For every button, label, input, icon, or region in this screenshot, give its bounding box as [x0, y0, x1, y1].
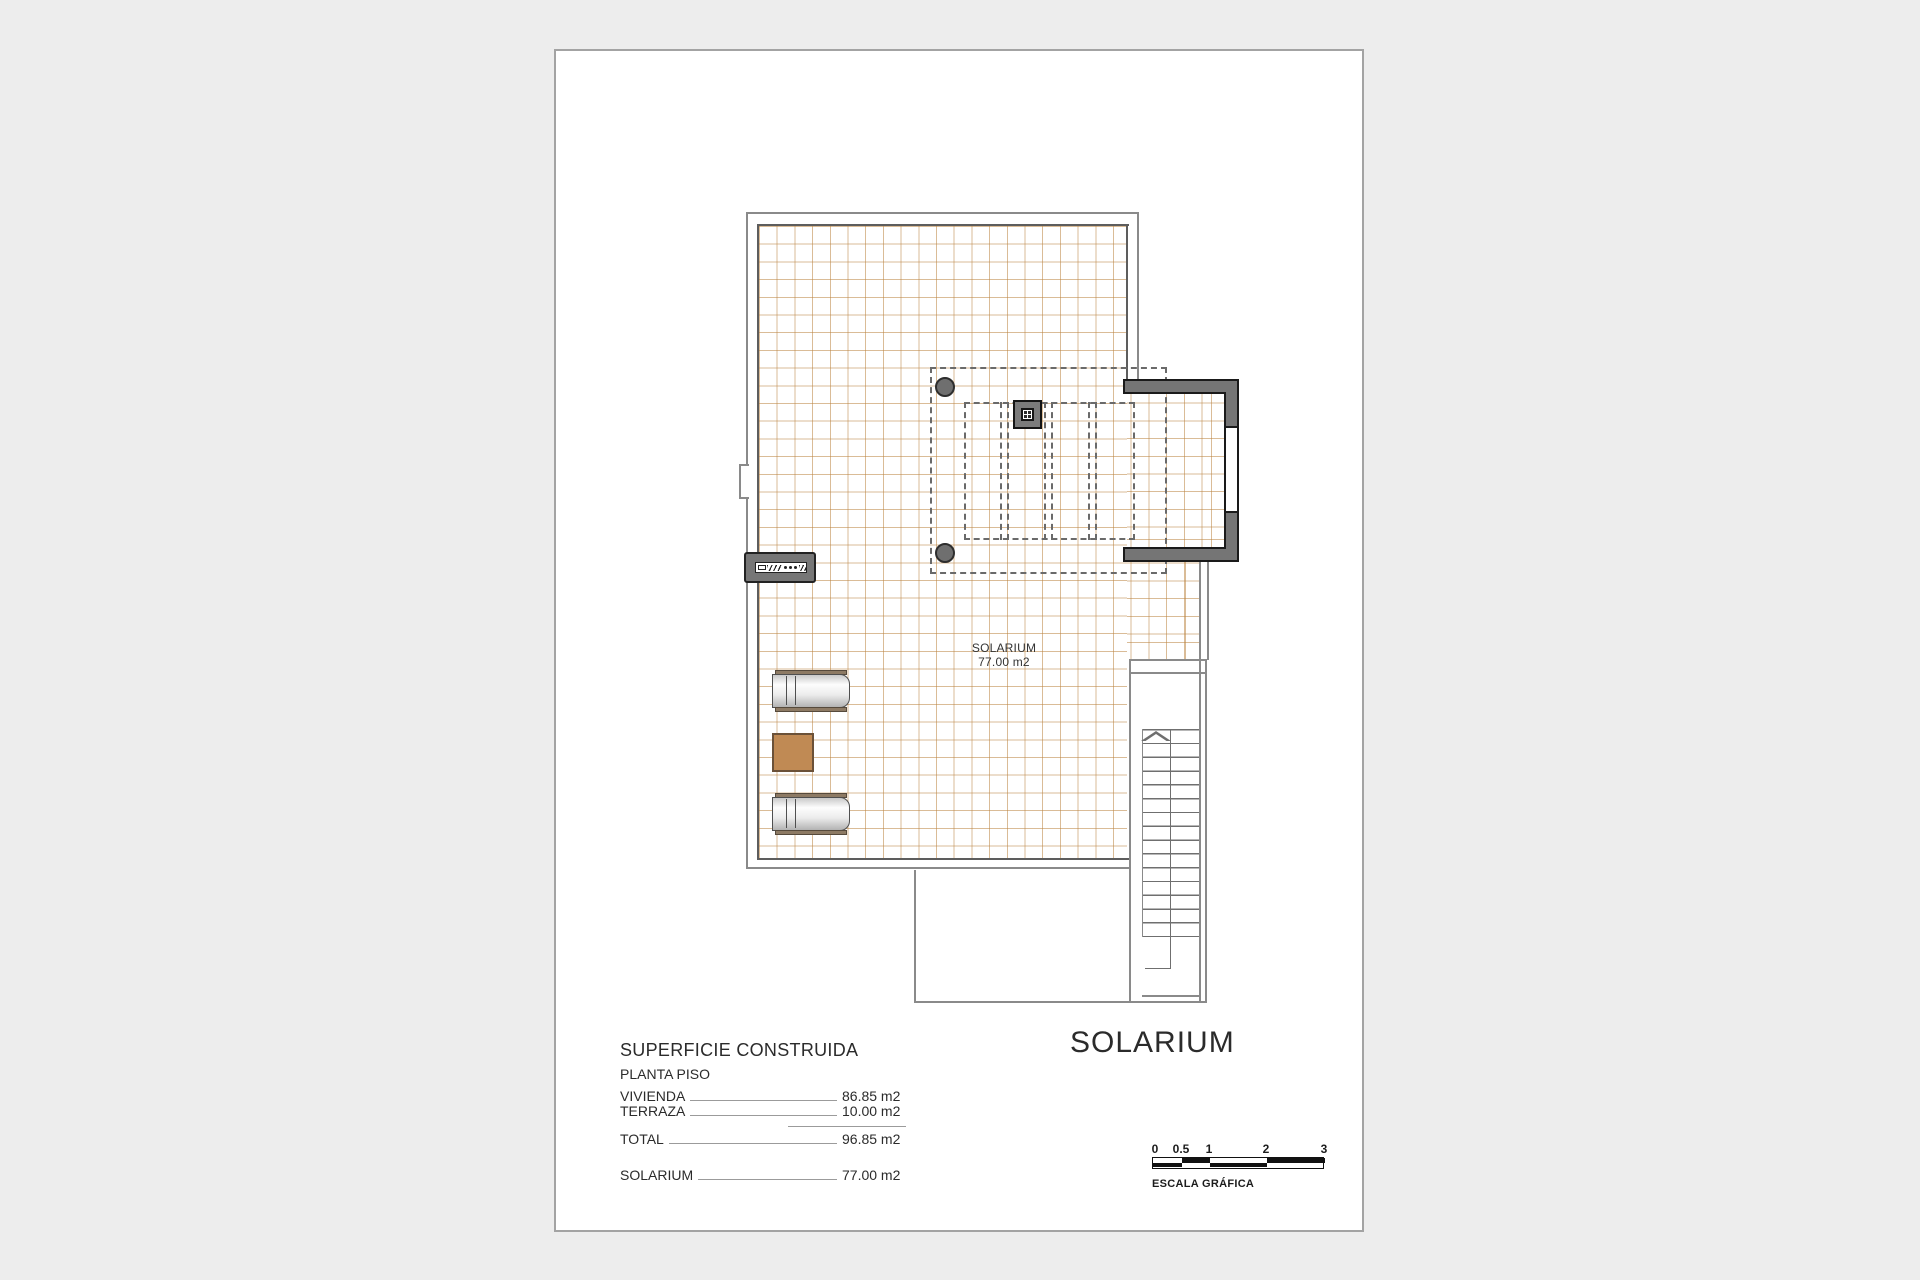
- wall-opening-bottom: [1226, 511, 1237, 549]
- wall-segment-upper: [1123, 379, 1239, 394]
- stairwell-wall-band: [1199, 562, 1209, 660]
- left-wall-notch: [739, 464, 749, 499]
- lounger-bed: [772, 797, 850, 831]
- scale-seg: [1182, 1158, 1210, 1163]
- ac-louver-unit: [744, 552, 816, 583]
- summary-row-vivienda: [620, 1088, 906, 1104]
- lounger-rail: [775, 830, 847, 835]
- grid-border-bottom: [757, 858, 1129, 860]
- scale-tick-3: 3: [1320, 1142, 1328, 1156]
- summary-row-solarium: [620, 1167, 906, 1183]
- row-value: 86.85 m2: [842, 1088, 901, 1104]
- grid-border-right: [1126, 226, 1128, 380]
- chimney-vent: [1013, 400, 1042, 429]
- pergola-beam-1: [1000, 402, 1009, 540]
- stair-stringer-foot: [1145, 968, 1171, 969]
- lounger-fold-line: [795, 676, 796, 705]
- sun-lounger-top: [772, 670, 850, 712]
- grille-cell: [758, 565, 766, 570]
- pergola-beam-2: [1044, 402, 1053, 540]
- grille-dot: [784, 566, 788, 570]
- grille-dot: [789, 566, 793, 570]
- summary-row-total: [620, 1131, 906, 1147]
- wall-opening-strip: [1224, 392, 1239, 549]
- room-label: [954, 641, 1054, 669]
- leader-line: [690, 1100, 837, 1101]
- room-name: SOLARIUM: [971, 641, 1037, 655]
- louver-grille-icon: [755, 562, 807, 573]
- summary-row-terraza: [620, 1103, 906, 1119]
- scale-tick-1: 1: [1205, 1142, 1213, 1156]
- leader-line: [669, 1143, 837, 1144]
- fan-icon: [1021, 408, 1034, 421]
- pergola-post-bottom: [935, 543, 955, 563]
- row-value: 77.00 m2: [842, 1167, 901, 1183]
- leader-line: [690, 1115, 837, 1116]
- graphic-scale-bar: [1152, 1157, 1324, 1169]
- grille-hatch: [799, 565, 806, 571]
- wall-opening-top: [1226, 392, 1237, 428]
- grid-border-top: [757, 224, 1129, 226]
- grille-hatch: [767, 565, 782, 571]
- lounger-rail: [775, 707, 847, 712]
- scale-seg: [1267, 1158, 1325, 1163]
- lounger-fold-line: [795, 799, 796, 828]
- row-label: TERRAZA: [620, 1103, 686, 1119]
- summary-sum-line: [788, 1126, 906, 1127]
- lounger-fold-line: [786, 799, 787, 828]
- summary-title: SUPERFICIE CONSTRUIDA: [620, 1040, 859, 1060]
- drawing-sheet: [554, 49, 1364, 1232]
- stair-landing-line: [1131, 672, 1205, 674]
- stair-stringer-line: [1170, 729, 1171, 969]
- scale-seg: [1153, 1163, 1182, 1168]
- room-area: 77.00 m2: [978, 655, 1030, 669]
- sun-lounger-bottom: [772, 793, 850, 835]
- wooden-side-table: [772, 733, 814, 772]
- sheet-title: SOLARIUM: [1070, 1026, 1235, 1059]
- stair-bottom-line: [1142, 995, 1199, 997]
- leader-line: [698, 1179, 837, 1180]
- row-label: SOLARIUM: [620, 1167, 694, 1183]
- grille-dot: [794, 566, 798, 570]
- scale-tick-05: 0.5: [1172, 1142, 1190, 1156]
- row-value: 96.85 m2: [842, 1131, 901, 1147]
- summary-subtitle: PLANTA PISO: [620, 1066, 710, 1082]
- grid-border-left: [757, 226, 759, 859]
- scale-tick-0: 0: [1151, 1142, 1159, 1156]
- lounger-bed: [772, 674, 850, 708]
- row-value: 10.00 m2: [842, 1103, 901, 1119]
- row-label: VIVIENDA: [620, 1088, 686, 1104]
- scale-tick-2: 2: [1262, 1142, 1270, 1156]
- stairs-up-arrow-inner: [1144, 734, 1168, 742]
- scale-seg: [1210, 1163, 1267, 1168]
- pergola-beam-3: [1088, 402, 1097, 540]
- scale-caption: ESCALA GRÁFICA: [1152, 1178, 1255, 1190]
- lounger-fold-line: [786, 676, 787, 705]
- pergola-post-top: [935, 377, 955, 397]
- stair-right-wall-line: [1199, 661, 1201, 1001]
- wall-segment-lower: [1123, 547, 1239, 562]
- row-label: TOTAL: [620, 1131, 664, 1147]
- staircase: [1129, 659, 1207, 1003]
- tile-grid-right-lower: [1127, 562, 1199, 659]
